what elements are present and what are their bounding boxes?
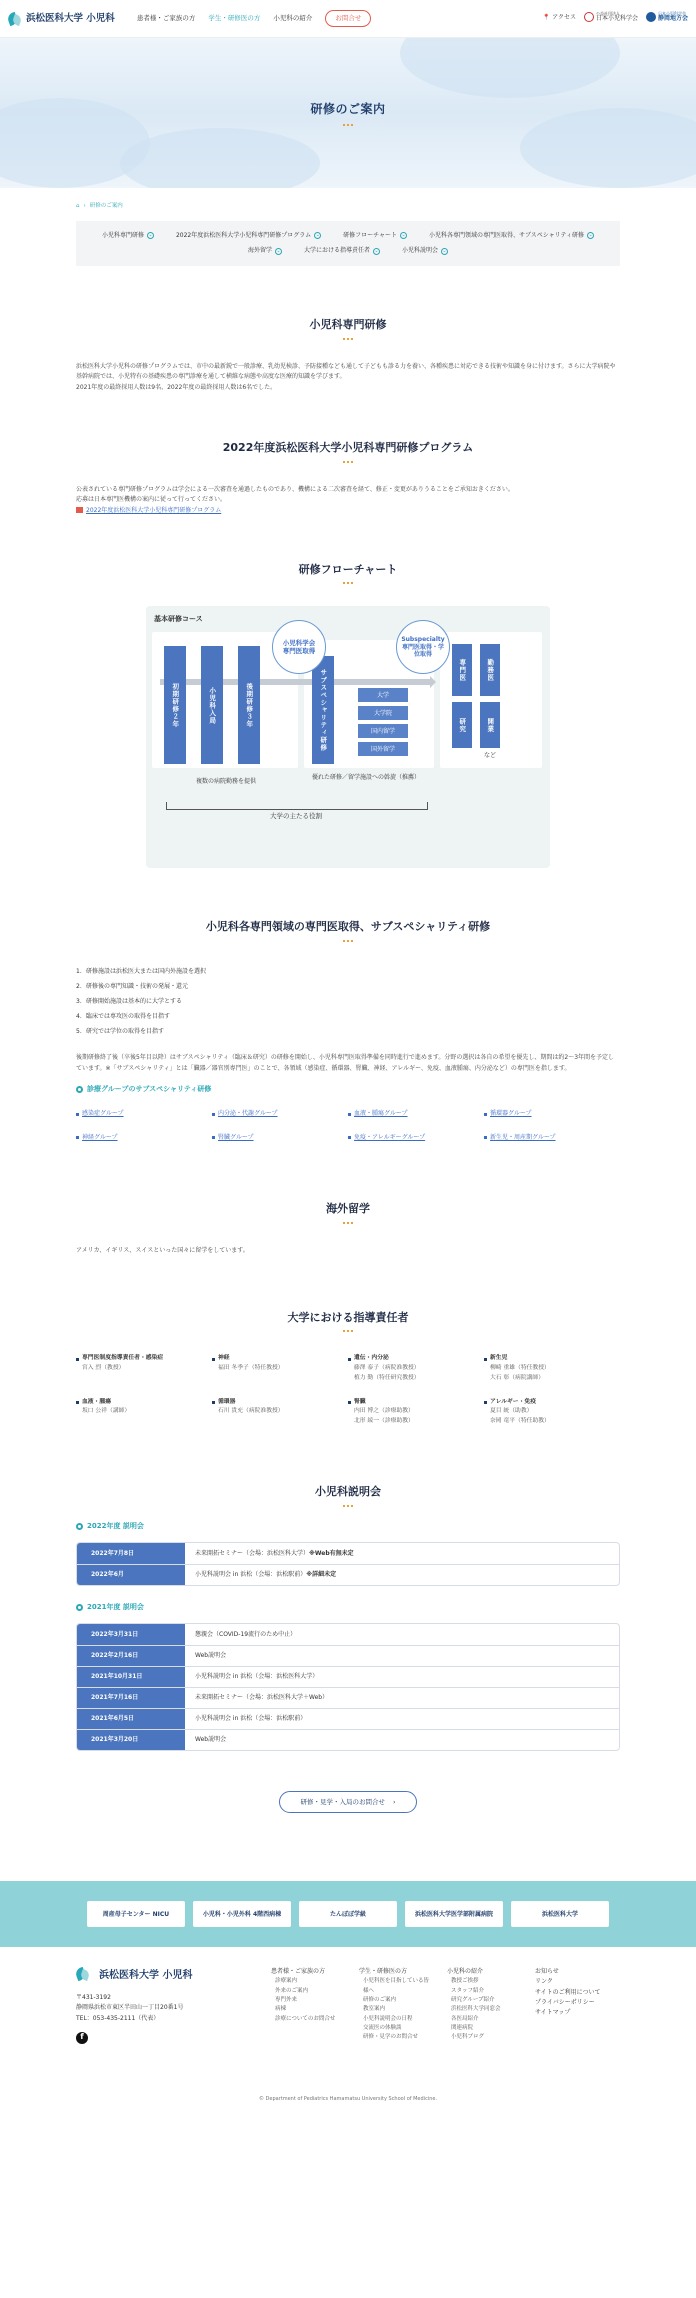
contact-button[interactable]: お問合せ [325,10,371,26]
section-title: 大学における指導責任者 [287,1310,409,1324]
table-row: 2021年10月31日 小児科説明会 in 浜松（会場：浜松医科大学） [77,1666,619,1687]
leader-cell: 遺伝・内分泌 藤澤 泰子（病院准教授） 植力 勤（特任研究教授） [348,1354,484,1384]
group-link[interactable]: 内分泌・代謝グループ [218,1110,278,1118]
subnav-item[interactable]: 研修フローチャート ⌄ [343,231,406,239]
nav-about[interactable]: 小児科の紹介 [273,14,313,23]
page-subnav [76,221,620,266]
hero-cloud [120,128,320,188]
flow-subspecialty: サブスペシャリティ研修 [312,656,334,764]
subnav-item[interactable]: 大学における指導責任者 ⌄ [303,247,379,255]
group-link[interactable]: 免疫・アレルギーグループ [354,1133,426,1141]
circle-icon [76,1086,83,1093]
caption-role: 大学の主たる役割 [270,812,322,821]
group-link[interactable]: 循環器グループ [490,1110,532,1118]
site-footer [0,1947,696,2111]
chevron-down-icon: ⌄ [315,232,320,239]
banner-strip [0,1881,696,1947]
section-text: 浜松医科大学小児科の研修プログラムでは、市中の最新鋭で一般診療、乳幼児検診、予防接種なども通して子どもも診る力を養い、各種疾患に対応できる技術や知識を身に付けます。さらに大学病院や基幹病院では、小児特有の基礎疾患の専門診療を通して横維な病態や高度な医療的知識を学びます。 [76,362,616,381]
career-hospital: 勤務医 [480,644,500,696]
header-right [543,12,688,23]
nav-students[interactable]: 学生・研修医の方 [208,14,261,23]
jps-logo-icon [584,12,594,22]
section-title: 研修フローチャート [298,562,398,576]
chevron-down-icon: ⌄ [401,232,406,239]
site-logo[interactable]: 浜松医科大学 小児科 [8,11,115,26]
shizuoka-link[interactable]: 日本小児科学会 静岡地方会 [646,12,688,23]
flow-initial: 初期研修２年 [164,646,186,764]
arrow-right-icon: › [392,1797,396,1806]
section-text: 公表されている専門研修プログラムは学会による一次審査を通過したものであり、機構による二次審査を経て、修正・変更がありうることをご承知おきください。 [76,485,514,493]
facebook-icon[interactable]: f [76,2032,88,2044]
jps-link[interactable]: 公益社団法人 日本小児科学会 [584,12,638,23]
section-text: アメリカ、イギリス、スイスといった国々に留学をしています。 [76,1247,249,1255]
table-row: 2021年3月20日 Web説明会 [77,1729,619,1750]
circle-board-cert: 小児科学会専門医取得 [272,620,326,674]
breadcrumb: ⌂ › 研修のご案内 [76,203,123,209]
site-header [0,0,696,38]
shizuoka-logo-icon [646,12,656,22]
program-pdf-link[interactable]: 2022年度浜松医科大学小児科専門研修プログラム [76,506,221,516]
table-row: 2022年2月16日 Web説明会 [77,1645,619,1666]
circle-icon [76,1523,83,1530]
section-leaders [0,1309,696,1428]
subnav-item[interactable]: 小児科各専門領域の専門医取得、サブスペシャリティ研修 ⌄ [429,231,593,239]
subnav-item[interactable]: 2022年度浜松医科大学小児科専門研修プログラム ⌄ [175,231,320,239]
chevron-down-icon: ⌄ [588,232,593,239]
logo-icon [8,12,22,26]
section-text: 後期研修終了後（卒後5年目以降）はサブスペシャリティ（臨床＆研究）の研修を開始し、小児科専門医取得準備を同時進行で進めます。分野の選択は各自の希望を優先し、期間は約2〜3年間を予定しています。※「サブスペシャリティ」とは「臓器／器官別専門医」のことで、各領域（感染症、循環器、腎臓、神経、アレルギー、免疫、血液腫瘍、内分泌など）の専門医を指します。 [76,1054,615,1072]
leader-cell: 専門医制度指導責任者・感染症 宮入 烈（教授） [76,1354,212,1384]
nav-patients[interactable]: 患者様・ご家族の方 [136,14,196,23]
section-abroad [0,1200,696,1256]
chevron-down-icon: ⌄ [442,247,447,254]
chevron-down-icon: ⌄ [276,247,281,254]
section-flowchart [0,561,696,869]
group-link[interactable]: 神経グループ [82,1133,118,1141]
hero-cloud [400,38,620,98]
flow-join: 小児科入局 [201,646,223,764]
global-nav [137,10,372,26]
leader-cell: アレルギー・免疫 夏目 統（助教） 奈岡 竜平（特任助教） [484,1398,620,1428]
leader-cell: 血液・腫瘍 坂口 公祥（講師） [76,1398,212,1428]
banner-university[interactable]: 浜松医科大学 [511,1901,609,1927]
circle-icon [76,1604,83,1611]
caption-hospitals: 複数の病院勤務を提供 [195,778,256,786]
group-link[interactable]: 腎臓グループ [218,1133,254,1141]
hero-cloud [520,108,696,188]
footer-address: 〒431-3192 静岡県浜松市東区半田山一丁目20番1号 TEL：053-435-2111（代表） [76,1994,184,2022]
group-link[interactable]: 新生児・周産期グループ [490,1133,556,1141]
chevron-down-icon: ⌄ [148,232,153,239]
table-row: 2021年6月5日 小児科説明会 in 浜松（会場：浜松駅前） [77,1708,619,1729]
flow-course-title: 基本研修コース [154,615,203,624]
flow-late: 後期研修３年 [238,646,260,764]
copyright: © Department of Pediatrics Hamamatsu University School of Medicine. [258,2096,438,2103]
flowchart: 基本研修コース 初期研修２年 小児科入局 後期研修３年 サブスペシャリティ研修 大学 大学院 国内留学 国外留学 小児科学会専門医取得 Subspecialty専門医取得・学位取得 専門医 勤務医 研究 開業 など 複数の病院勤務を提供 優れた研修／留学施設への斡旋（推薦） 大学の主たる役割 [146,606,550,868]
banner-ward[interactable]: 小児科・小児外科 4階西病棟 [193,1901,291,1927]
list-item: 3. 研修開始施設は基本的に大学とする [76,998,183,1006]
table-row: 2021年7月16日 未来開拓セミナー（会場：浜松医科大学＋Web） [77,1687,619,1708]
leaders-grid [76,1354,620,1427]
year-heading: 2022年度 説明会 [76,1521,620,1532]
subnav-item[interactable]: 小児科説明会 ⌄ [402,247,447,255]
option-university: 大学 [358,688,408,702]
section-title: 小児科各専門領域の専門医取得、サブスペシャリティ研修 [205,920,491,934]
list-item: 2. 研修後の専門知識・技術の発展・還元 [76,983,189,991]
option-overseas: 国外留学 [358,742,408,756]
subspecialty-list [76,964,620,1039]
year-heading: 2021年度 説明会 [76,1602,620,1613]
section-subspecialty [0,918,696,1142]
home-icon[interactable]: ⌂ [76,203,80,209]
group-link[interactable]: 感染症グループ [82,1110,124,1118]
hero [0,38,696,188]
inquiry-button[interactable]: 研修・見学・入局のお問合せ › [279,1791,417,1813]
leader-cell: 循環器 石川 貴充（病院准教授） [212,1398,348,1428]
banner-nicu[interactable]: 周産母子センター NICU [87,1901,185,1927]
section-title: 海外留学 [326,1202,370,1216]
leader-cell: 腎臓 内田 博之（診療助教） 北形 綾一（診療助教） [348,1398,484,1428]
career-practice: 開業 [480,702,500,748]
group-heading: 診療グループのサブスペシャリティ研修 [76,1084,620,1095]
logo-icon [76,1967,94,1985]
section-text: 2021年度の最終採用人数は9名、2022年度の最終採用人数は6名でした。 [76,383,277,391]
leader-cell: 神経 福田 冬季子（特任教授） [212,1354,348,1384]
subnav-item[interactable]: 小児科専門研修 ⌄ [101,231,153,239]
footer-links: 患者様・ご家族の方 診療案内 外来のご案内 専門外来 病棟 診療についてのお問合せ 学生・研修医の方 小児科医を目指している皆様へ 研修のご案内 教室案内 小児科説明会の日程 交流医の体験談 研修・見学のお問合せ 小児科の紹介 教授ご挨拶 スタッフ紹介 研究グループ紹介 浜松医科大学同窓会 各医局紹介 関連病院 小児科ブログ お知らせ リンク サイトのご利用について プライバシーポリシー サイトマップ [271,1968,601,2041]
subnav-item[interactable]: 海外留学 ⌄ [247,247,281,255]
footer-logo[interactable]: 浜松医科大学 小児科 [76,1967,271,1985]
option-domestic: 国内留学 [358,724,408,738]
list-item: 5. 研究では学位の取得を目指す [76,1028,165,1036]
caption-recommend: 優れた研修／留学施設への斡旋（推薦） [311,774,420,782]
banner-tanpopo[interactable]: たんぽぽ学級 [299,1901,397,1927]
section-text: 応募は日本専門医機構の案内に従って行ってください。 [76,496,227,504]
pdf-icon [76,507,83,513]
table-row: 2022年3月31日 懇親会（COVID-19流行のため中止） [77,1624,619,1645]
section-title: 2022年度浜松医科大学小児科専門研修プログラム [222,441,474,455]
section-briefing [0,1483,696,1813]
leader-cell: 新生児 柳崎 重雄（特任教授） 大石 彰（病院講師） [484,1354,620,1384]
career-specialist: 専門医 [452,644,472,696]
events-2021-table [76,1623,620,1751]
section-training [0,316,696,393]
access-link[interactable]: 📍 アクセス [542,13,576,21]
page-title: 研修のご案内 [310,102,386,117]
section-title: 小児科専門研修 [309,317,387,331]
list-item: 1. 研修施設は浜松医大または国内外施設を選択 [76,968,207,976]
section-title: 小児科説明会 [315,1485,381,1499]
group-links [76,1109,620,1142]
circle-subspecialty: Subspecialty専門医取得・学位取得 [396,620,450,674]
events-2022-table [76,1542,620,1586]
section-program [0,439,696,517]
table-row: 2022年7月8日 未来開拓セミナー（会場：浜松医科大学）※Web有無未定 [77,1543,619,1564]
banner-hospital[interactable]: 浜松医科大学医学部附属病院 [405,1901,503,1927]
option-graduate: 大学院 [358,706,408,720]
chevron-down-icon: ⌄ [374,247,379,254]
title-underline [343,124,353,126]
career-research: 研究 [452,702,472,748]
table-row: 2022年6月 小児科説明会 in 浜松（会場：浜松駅前）※詳細未定 [77,1564,619,1585]
list-item: 4. 臨床では専攻医の取得を目指す [76,1013,171,1021]
breadcrumb-current: 研修のご案内 [89,203,123,209]
group-link[interactable]: 血液・腫瘍グループ [354,1110,408,1118]
